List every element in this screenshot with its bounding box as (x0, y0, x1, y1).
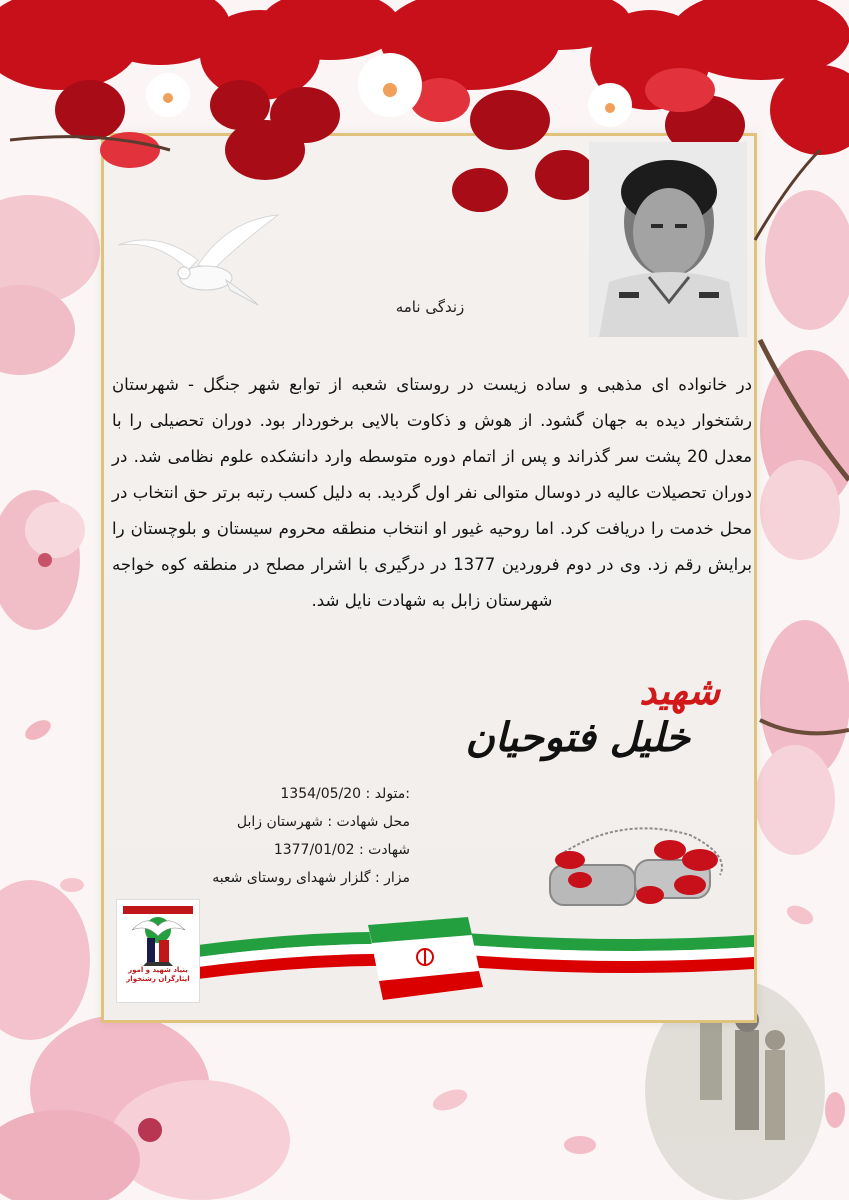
petal (784, 902, 816, 928)
petal (60, 878, 84, 892)
martyrs-foundation-logo (116, 899, 200, 1003)
dog-tags-icon (540, 815, 740, 915)
petal (430, 1085, 470, 1114)
iran-flag-ribbon (198, 905, 754, 1015)
martyr-info (160, 780, 410, 892)
blossom-right-mid (760, 340, 849, 560)
petal (825, 1092, 845, 1128)
flag-banner (368, 917, 483, 1000)
martyrdom-place: محل شهادت : شهرستان زابل (236, 814, 410, 830)
biography-title: زندگی نامه (395, 298, 465, 316)
blossom-right-lower (755, 620, 849, 855)
martyrdom-date: شهادت : 1377/01/02 (273, 842, 410, 858)
martyr-name: خلیل فتوحیان (465, 714, 690, 761)
blossom-right-top (765, 190, 849, 330)
martyr-portrait (589, 142, 747, 337)
dove-icon (118, 210, 288, 310)
blossom-left-top (0, 195, 100, 375)
logo-text: بنیاد شهید و امور ایثارگران رشتخوار (126, 966, 190, 983)
biography-text: در خانواده ای مذهبی و ساده زیست در روستای شعبه از توابع شهر جنگل - شهرستان رشتخوار دیده به جهان گشود. از هوش و ذکاوت بالایی برخوردار بود. دوران تحصیلی را با معدل 20 پشت سر گذراند و پس از اتمام دوره متوسطه وارد دانشکده علوم نظامی شد. در دوران تحصیلات عالیه در دوسال متوالی نفر اول گردید. به دلیل کسب رتبه برتر حق انتخاب در محل خدمت را دریافت کرد. اما روحیه غیور او انتخاب منطقه محروم سیستان و بلوچستان را برایش رقم زد. وی در دوم فروردین 1377 در درگیری با اشرار مصلح در منطقه کوه خواجه شهرستان زابل به شهادت نایل شد. (112, 375, 753, 610)
martyr-title: شهید (639, 668, 720, 713)
blossom-left-mid (0, 490, 85, 630)
grave-location: مزار : گلزار شهدای روستای شعبه (212, 870, 410, 886)
martyr-name-block (440, 668, 720, 778)
petal (564, 1136, 596, 1154)
petal (22, 716, 54, 744)
birth-date: :متولد : 1354/05/20 (280, 786, 410, 802)
